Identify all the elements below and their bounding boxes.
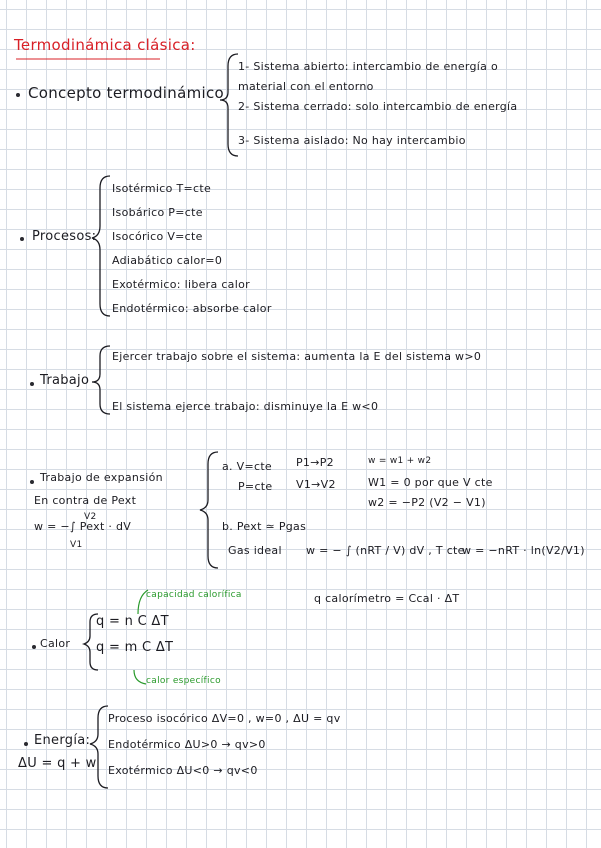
concepto-brace [220,54,238,156]
expansion-a-v: V1→V2 [296,478,336,491]
expansion-brace [200,452,218,568]
calor-q1: q = n C ΔT [96,614,169,629]
bullet-procesos [20,237,24,241]
expansion-limit-top: V2 [84,512,97,522]
energia-row-endotermico: Endotérmico ΔU>0 → qv>0 [108,738,266,751]
concepto-item-1b: material con el entorno [238,80,374,93]
energia-formula: ΔU = q + w [18,756,97,771]
calor-calorimetro: q calorímetro = Ccal · ΔT [314,592,460,605]
expansion-a-line2: P=cte [238,480,273,493]
procesos-heading: Procesos: [32,229,97,244]
proceso-adiabatico: Adiabático calor=0 [112,254,223,267]
bullet-calor [32,645,36,649]
bullet-trabajo [30,382,34,386]
expansion-b-line2: Gas ideal [228,544,282,557]
proceso-exotermico: Exotérmico: libera calor [112,278,250,291]
expansion-result: w = −nRT · ln(V2/V1) [462,544,585,557]
expansion-a-p: P1→P2 [296,456,334,469]
page-title: Termodinámica clásica: [14,36,196,54]
energia-row-exotermico: Exotérmico ΔU<0 → qv<0 [108,764,258,777]
concepto-item-3: 3- Sistema aislado: No hay intercambio [238,134,466,147]
bullet-energia [24,742,28,746]
expansion-heading-1: Trabajo de expansión [40,471,163,484]
trabajo-heading: Trabajo [40,373,90,388]
concepto-heading: Concepto termodinámico [28,84,224,102]
expansion-w1: W1 = 0 por que V cte [368,476,493,489]
calor-heading: Calor [40,637,71,650]
calor-q2: q = m C ΔT [96,640,174,655]
expansion-b-line1: b. Pext ≃ Pgas [222,520,307,533]
expansion-a-line1: a. V=cte [222,460,273,473]
procesos-brace [92,176,110,316]
trabajo-item-1: Ejercer trabajo sobre el sistema: aumenta la E del sistema w>0 [112,350,482,363]
expansion-limit-bottom: V1 [70,540,83,550]
calor-note-top: capacidad calorífica [146,590,242,600]
proceso-isocorico: Isocórico V=cte [112,230,203,243]
expansion-formula: w = −∫ Pext · dV [34,520,132,533]
bullet-expansion [30,480,34,484]
energia-brace [90,706,108,788]
trabajo-brace [92,346,110,414]
bullet-concepto [16,93,20,97]
expansion-integral: w = − ∫ (nRT / V) dV , T cte [306,544,465,557]
expansion-w2: w2 = −P2 (V2 − V1) [368,496,486,509]
expansion-w-sum: w = w1 + w2 [368,456,432,466]
calor-note-bottom: calor específico [146,676,221,686]
concepto-item-1: 1- Sistema abierto: intercambio de energía o [238,60,499,73]
calor-arrow-bottom [134,670,146,684]
proceso-isobarico: Isobárico P=cte [112,206,203,219]
proceso-endotermico: Endotérmico: absorbe calor [112,302,272,315]
expansion-heading-2: En contra de Pext [34,494,137,507]
proceso-isotermico: Isotérmico T=cte [112,182,212,195]
concepto-item-2: 2- Sistema cerrado: solo intercambio de energía [238,100,518,113]
energia-heading: Energía: [34,733,91,748]
trabajo-item-2: El sistema ejerce trabajo: disminuye la E w<0 [112,400,379,413]
energia-row-isocorico: Proceso isocórico ΔV=0 , w=0 , ΔU = qv [108,712,341,725]
